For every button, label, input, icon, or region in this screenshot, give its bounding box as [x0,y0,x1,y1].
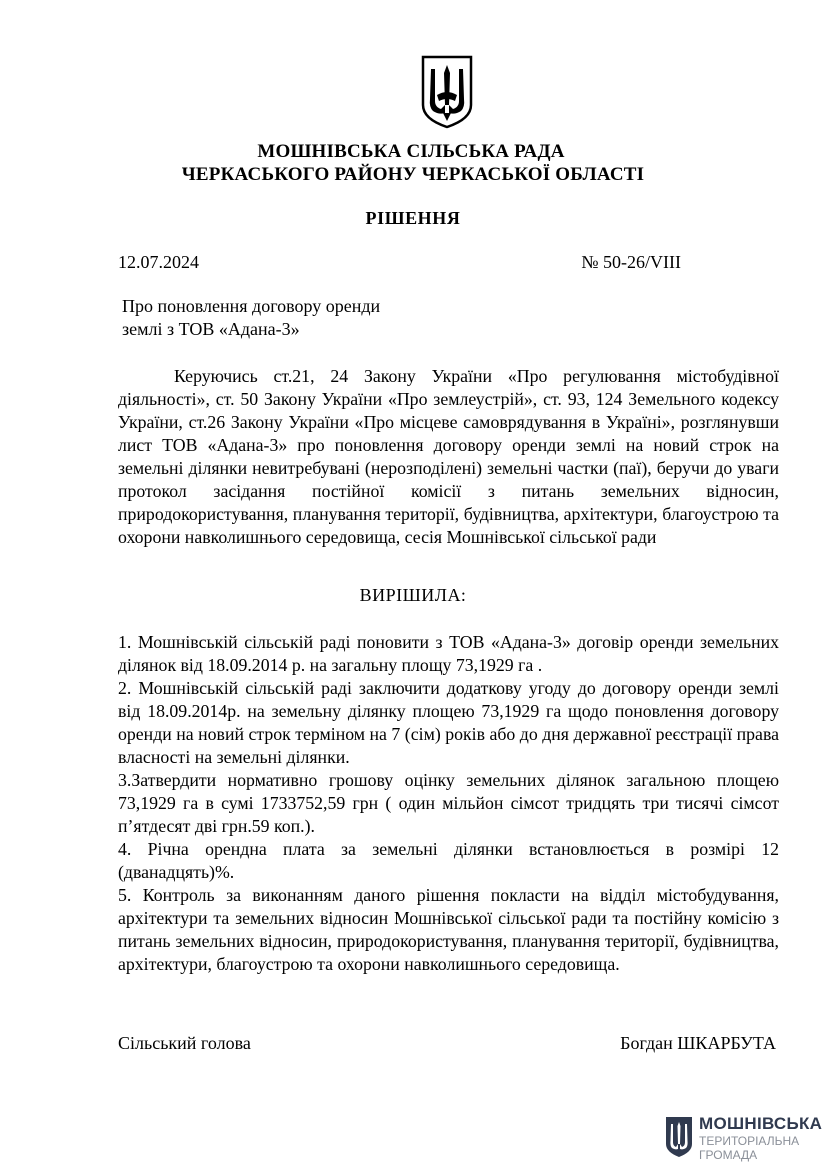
community-logo [665,1112,825,1164]
subject-line-2: землі з ТОВ «Адана-3» [122,319,300,339]
decision-item: 5. Контроль за виконанням даного рішення покласти на відділ містобудування, архітектури та земельних відносин Мошнівської сільської ради та постійну комісію з питань земельних відносин, природокористування, планування території, будівництва, архітектури, благоустрою та охорони навколишнього середовища. [118,885,779,974]
document-number: № 50-26/VIII [581,252,681,272]
signatory-name: Богдан ШКАРБУТА [620,1033,776,1053]
decision-item: 3.Затвердити нормативно грошову оцінку земельних ділянок загальною площею 73,1929 га в сумі 1733752,59 грн ( один мільйон сімсот тридцять три тисячі сімсот п’ятдесят дві грн.59 коп.). [118,770,779,836]
decision-item: 4. Річна орендна плата за земельні ділянки встановлюється в розмірі 12 (дванадцять)%. [118,839,779,882]
document-date: 12.07.2024 [118,252,199,272]
signatory-title: Сільський голова [118,1033,251,1053]
trident-logo-icon [665,1116,693,1158]
subject-line-1: Про поновлення договору оренди [122,296,381,316]
decision-item: 2. Мошнівській сільській раді заключити додаткову угоду до договору оренди землі від 18.09.2014р. на земельну ділянку площею 73,1929 га щодо поновлення договору оренди на новий строк терміном на 7 (сім) років або до дня державної реєстрації права власності на земельні ділянки. [118,678,779,767]
trident-coat-of-arms-icon [421,55,473,129]
council-region: ЧЕРКАСЬКОГО РАЙОНУ ЧЕРКАСЬКОЇ ОБЛАСТІ [181,164,645,185]
decided-heading: ВИРІШИЛА: [359,585,467,605]
decision-item: 1. Мошнівській сільській раді поновити з ТОВ «Адана-3» договір оренди земельних ділянок від 18.09.2014 р. на загальну площу 73,1929 га . [118,632,779,675]
logo-subtitle-2: ГРОМАДА [699,1148,758,1162]
preamble-paragraph: Керуючись ст.21, 24 Закону України «Про регулювання містобудівної діяльності», ст. 50 Закону України «Про землеустрій», ст. 93, 124 Земельного кодексу України, ст.26 Закону України «Про місцеве самоврядування в Україні», розглянувши лист ТОВ «Адана-3» про поновлення договору оренди землі на новий строк на земельні ділянки невитребувані (нерозподілені) земельні частки (паї), беручи до уваги протокол засідання постійної комісії з питань земельних відносин, природокористування, планування території, будівництва, архітектури, благоустрою та охорони навколишнього середовища, сесія Мошнівської сільської ради [118,366,779,547]
logo-title: МОШНІВСЬКА [699,1114,823,1133]
decision-items [118,631,779,976]
council-name: МОШНІВСЬКА СІЛЬСЬКА РАДА [257,141,565,162]
document-type: РІШЕННЯ [365,208,461,228]
logo-subtitle-1: ТЕРИТОРІАЛЬНА [699,1134,800,1148]
